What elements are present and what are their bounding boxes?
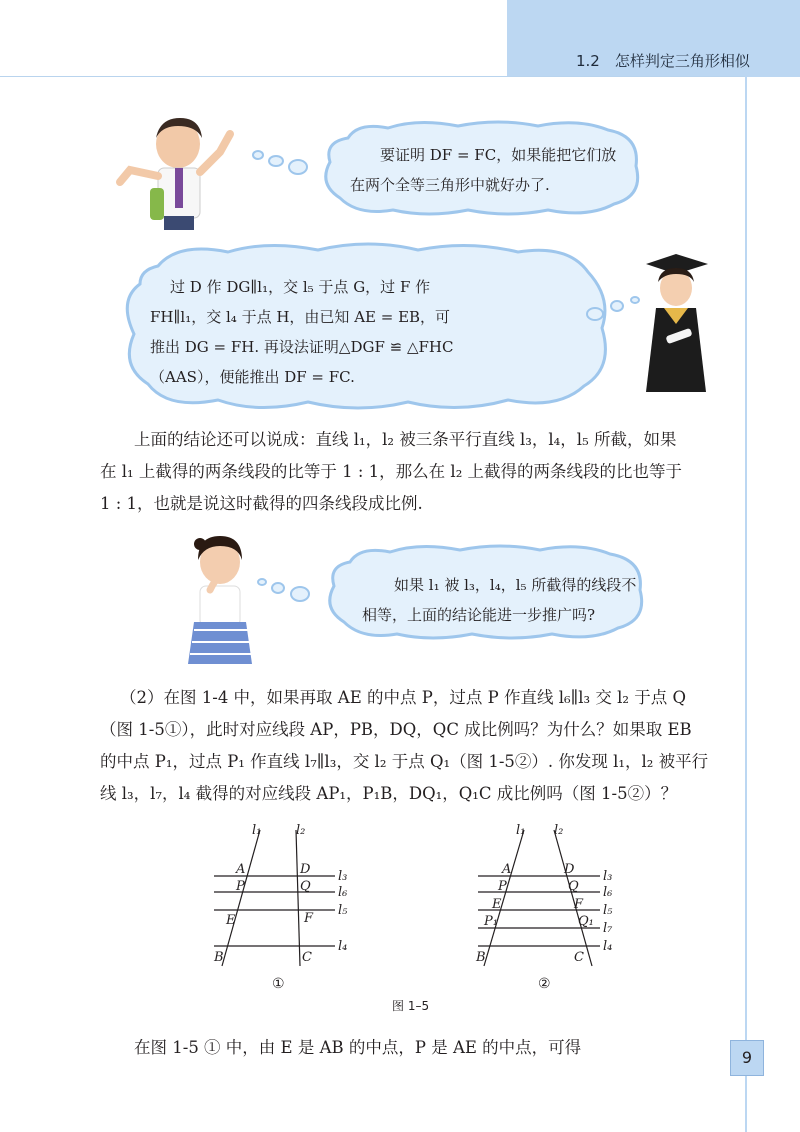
figure-1-5 — [200, 818, 630, 1018]
fig2-label-E: E — [492, 897, 502, 912]
fig1-label-l5: l₅ — [338, 903, 348, 918]
paragraph-2-line-1: （2）在图 1-4 中，如果再取 AE 的中点 P，过点 P 作直线 l₆∥l₃ 交 l₂ 于点 Q — [120, 688, 686, 707]
bubble-2-line-4: （AAS），便能推出 DF = FC. — [150, 368, 355, 386]
fig1-label-D: D — [300, 862, 311, 877]
thought-dots — [256, 574, 326, 608]
fig2-label-Q: Q — [568, 879, 579, 894]
fig2-label-C: C — [574, 950, 584, 965]
fig2-label-l2: l₂ — [554, 823, 564, 838]
fig1-label-l4: l₄ — [338, 939, 348, 954]
bubble-2-line-1: 过 D 作 DG∥l₁，交 l₅ 于点 G，过 F 作 — [170, 278, 431, 296]
figure-caption: 图 1–5 — [392, 999, 430, 1013]
paragraph-1-line-3: 1 : 1，也就是说这时截得的四条线段成比例. — [100, 494, 423, 513]
fig2-label-l1: l₁ — [516, 823, 526, 838]
side-rule — [745, 76, 747, 1132]
fig2-label-l4: l₄ — [603, 939, 613, 954]
fig1-label-l3: l₃ — [338, 869, 348, 884]
paragraph-2-line-3: 的中点 P₁，过点 P₁ 作直线 l₇∥l₃，交 l₂ 于点 Q₁（图 1-5②）. 你发现 l₁，l₂ 被平行 — [100, 752, 709, 771]
paragraph-2-line-4: 线 l₃，l₇，l₄ 截得的对应线段 AP₁，P₁B，DQ₁，Q₁C 成比例吗（图 1-5②）？ — [100, 784, 678, 803]
paragraph-3-line-1: 在图 1-5 ① 中，由 E 是 AB 的中点，P 是 AE 的中点，可得 — [134, 1038, 582, 1057]
fig2-label-Q1: Q₁ — [578, 914, 594, 929]
paragraph-1-line-1: 上面的结论还可以说成：直线 l₁，l₂ 被三条平行直线 l₃，l₄，l₅ 所截，如果 — [134, 430, 677, 449]
page-number: 9 — [730, 1040, 764, 1076]
header-rule — [0, 76, 745, 77]
fig1-label-Q: Q — [300, 879, 311, 894]
bubble-3-line-2: 相等，上面的结论能进一步推广吗? — [362, 606, 596, 624]
fig2-label-D: D — [564, 862, 575, 877]
fig2-label-l7: l₇ — [603, 921, 613, 936]
fig1-label-C: C — [302, 950, 312, 965]
fig2-label-P1: P₁ — [484, 914, 498, 929]
fig1-label-B: B — [214, 950, 224, 965]
paragraph-1-line-2: 在 l₁ 上截得的两条线段的比等于 1 : 1，那么在 l₂ 上截得的两条线段的比也等于 — [100, 462, 683, 481]
bubble-3-line-1: 如果 l₁ 被 l₃，l₄，l₅ 所截得的线段不 — [394, 576, 637, 594]
fig2-label-B: B — [476, 950, 486, 965]
paragraph-2-line-2: （图 1-5①），此时对应线段 AP，PB，DQ，QC 成比例吗？为什么？如果取 EB — [100, 720, 692, 739]
fig1-label-l1: l₁ — [252, 823, 262, 838]
bubble-2-line-3: 推出 DG = FH. 再设法证明△DGF ≌ △FHC — [150, 338, 454, 356]
fig1-label-F: F — [304, 911, 314, 926]
bubble-2-line-2: FH∥l₁，交 l₄ 于点 H，由已知 AE = EB，可 — [150, 308, 451, 326]
fig2-label-F: F — [574, 897, 584, 912]
bubble-1-text: 要证明 DF = FC，如果能把它们放在两个全等三角形中就好办了. — [350, 146, 617, 194]
fig2-label-l6: l₆ — [603, 885, 613, 900]
fig2-label-l5: l₅ — [603, 903, 613, 918]
fig1-label-l2: l₂ — [296, 823, 306, 838]
fig1-label-A: A — [236, 862, 246, 877]
graduate-illustration — [636, 252, 716, 392]
figure-2-number: ② — [538, 976, 551, 992]
figure-1-number: ① — [272, 976, 285, 992]
section-title: 1.2 怎样判定三角形相似 — [576, 52, 750, 70]
figure-1 — [214, 830, 335, 966]
fig2-label-A: A — [502, 862, 512, 877]
fig2-label-l3: l₃ — [603, 869, 613, 884]
boy-illustration — [112, 112, 247, 230]
girl-illustration — [180, 530, 260, 664]
fig2-label-P: P — [498, 879, 507, 894]
fig1-label-l6: l₆ — [338, 885, 348, 900]
fig1-label-P: P — [236, 879, 245, 894]
fig1-label-E: E — [226, 913, 236, 928]
